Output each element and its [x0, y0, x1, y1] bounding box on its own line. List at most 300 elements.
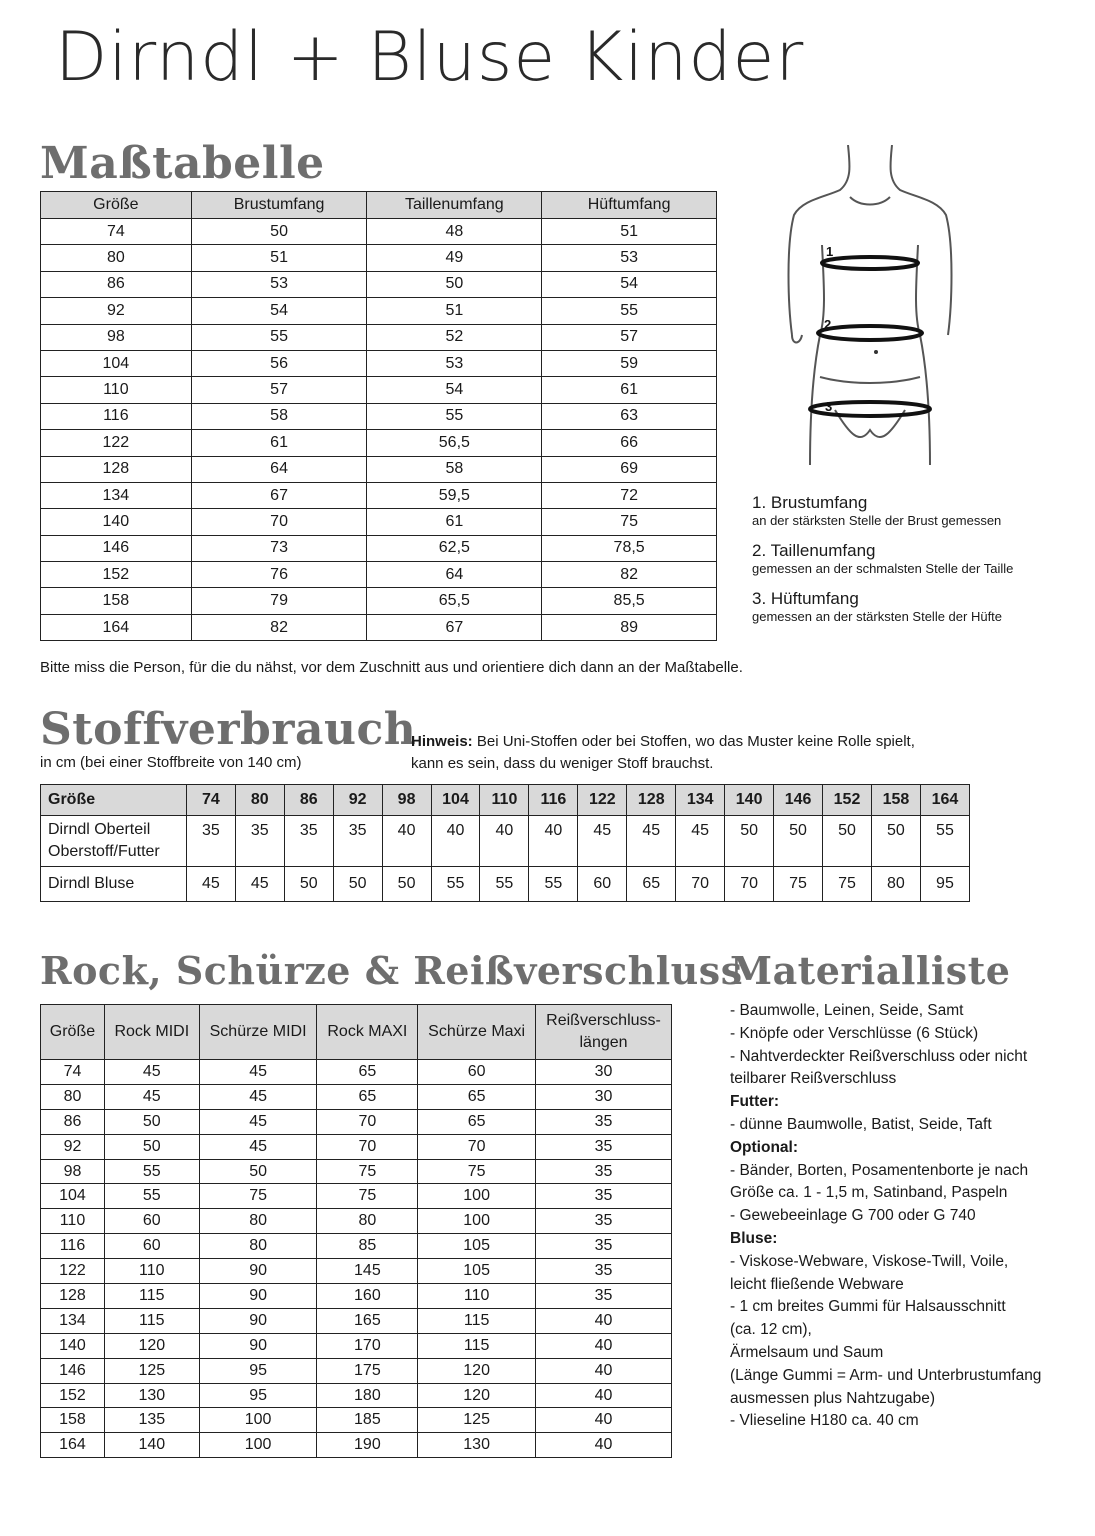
table-cell: 146: [41, 1358, 105, 1383]
table-row: [41, 562, 717, 588]
table-cell: 125: [104, 1358, 199, 1383]
table-cell: 55: [191, 324, 367, 350]
table-cell: 180: [317, 1383, 418, 1408]
table-cell: 60: [418, 1060, 536, 1085]
table-cell: 40: [536, 1408, 672, 1433]
table-cell: 75: [542, 509, 717, 535]
table-cell: 95: [199, 1358, 317, 1383]
table-cell: 110: [41, 377, 192, 403]
table-cell: 66: [542, 430, 717, 456]
table-cell: 53: [542, 245, 717, 271]
table-row: [41, 456, 717, 482]
table-cell: 80: [199, 1209, 317, 1234]
table-cell: 45: [104, 1060, 199, 1085]
column-header: 110: [480, 785, 529, 816]
column-header: 134: [676, 785, 725, 816]
table-row: [41, 1433, 672, 1458]
table-cell: 79: [191, 588, 367, 614]
table-cell: 134: [41, 1308, 105, 1333]
table-cell: 67: [191, 482, 367, 508]
material-item: - Baumwolle, Leinen, Seide, Samt: [730, 1002, 964, 1019]
table-cell: 116: [41, 403, 192, 429]
table-cell: 57: [191, 377, 367, 403]
table-cell: 35: [536, 1284, 672, 1309]
material-item: leicht fließende Webware: [730, 1275, 904, 1293]
table-header-row: [41, 785, 970, 816]
table-cell: 164: [41, 614, 192, 640]
table-cell: 170: [317, 1333, 418, 1358]
table-cell: 135: [104, 1408, 199, 1433]
table-row: [41, 1333, 672, 1358]
table-cell: 35: [536, 1159, 672, 1184]
table-cell: 55: [529, 867, 578, 902]
table-cell: 110: [418, 1284, 536, 1309]
table-row: [41, 509, 717, 535]
column-header: 116: [529, 785, 578, 816]
table-cell: 45: [676, 816, 725, 867]
row-label-line: Oberstoff/Futter: [48, 843, 160, 860]
stoffverbrauch-heading: Stoffverbrauch: [40, 704, 417, 755]
column-header: [536, 1005, 672, 1060]
table-cell: 54: [542, 271, 717, 297]
table-cell: 120: [418, 1358, 536, 1383]
table-row: [41, 1259, 672, 1284]
table-row: [41, 1060, 672, 1085]
table-cell: 85,5: [542, 588, 717, 614]
table-cell: 62,5: [367, 535, 542, 561]
table-cell: 73: [191, 535, 367, 561]
column-header: Rock MIDI: [104, 1005, 199, 1060]
table-cell: 74: [41, 1060, 105, 1085]
table-cell: 116: [41, 1234, 105, 1259]
table-cell: 158: [41, 588, 192, 614]
table-cell: 82: [542, 562, 717, 588]
legend-subtitle: gemessen an der stärksten Stelle der Hüfte: [752, 609, 1003, 624]
material-item: ausmessen plus Nahtzugabe): [730, 1389, 936, 1407]
table-row: [41, 1184, 672, 1209]
table-row: [41, 430, 717, 456]
table-cell: 35: [235, 816, 284, 867]
table-cell: 61: [191, 430, 367, 456]
column-header: 122: [578, 785, 627, 816]
rock-heading: Rock, Schürze & Reißverschluss: [40, 948, 743, 993]
table-cell: 86: [41, 1109, 105, 1134]
legend-subtitle: an der stärksten Stelle der Brust gemessen: [752, 513, 1002, 528]
table-cell: 40: [536, 1333, 672, 1358]
table-row: [41, 1159, 672, 1184]
table-row: [41, 377, 717, 403]
table-row: [41, 867, 970, 902]
table-cell: 65: [418, 1084, 536, 1109]
legend-item: [752, 493, 1013, 528]
column-header: 146: [774, 785, 823, 816]
page-title: Dirndl + Bluse Kinder: [55, 18, 805, 97]
material-section-label: Bluse:: [730, 1229, 778, 1247]
table-cell: 52: [367, 324, 542, 350]
table-cell: 72: [542, 482, 717, 508]
rock-table: [40, 1004, 672, 1458]
table-cell: 80: [41, 245, 192, 271]
table-cell: 65: [627, 867, 676, 902]
stoffverbrauch-table: [40, 784, 970, 902]
table-cell: 164: [41, 1433, 105, 1458]
table-cell: 120: [104, 1333, 199, 1358]
material-item: - Knöpfe oder Verschlüsse (6 Stück): [730, 1024, 979, 1042]
navel-mark: [874, 350, 878, 354]
table-cell: 40: [382, 816, 431, 867]
table-cell: 65: [317, 1060, 418, 1085]
legend-title: 1. Brustumfang: [752, 493, 868, 512]
table-cell: 30: [536, 1060, 672, 1085]
table-cell: 35: [186, 816, 235, 867]
table-cell: 64: [367, 562, 542, 588]
table-cell: 70: [418, 1134, 536, 1159]
material-item: - Viskose-Webware, Viskose-Twill, Voile,: [730, 1252, 1009, 1270]
table-cell: 45: [186, 867, 235, 902]
marker-2: 2: [824, 317, 832, 332]
material-item: - Nahtverdeckter Reißverschluss oder nicht: [730, 1047, 1028, 1065]
table-cell: 50: [725, 816, 774, 867]
table-row: [41, 403, 717, 429]
masstabelle-table: [40, 191, 717, 641]
table-cell: 65,5: [367, 588, 542, 614]
marker-1: 1: [826, 244, 834, 259]
marker-3: 3: [825, 399, 833, 414]
table-cell: 59,5: [367, 482, 542, 508]
table-row: [41, 271, 717, 297]
table-cell: 57: [542, 324, 717, 350]
table-cell: 45: [578, 816, 627, 867]
table-cell: 70: [191, 509, 367, 535]
table-cell: 75: [774, 867, 823, 902]
table-cell: 75: [199, 1184, 317, 1209]
table-cell: 64: [191, 456, 367, 482]
table-cell: 65: [317, 1084, 418, 1109]
table-cell: 40: [431, 816, 480, 867]
table-cell: 45: [199, 1134, 317, 1159]
table-cell: 130: [104, 1383, 199, 1408]
table-row: [41, 1383, 672, 1408]
material-item: (Länge Gummi = Arm- und Unterbrustumfang: [730, 1366, 1042, 1384]
table-cell: 80: [199, 1234, 317, 1259]
column-header-line: Reißverschluss-: [546, 1012, 661, 1029]
table-row: [41, 219, 717, 245]
table-cell: 70: [317, 1134, 418, 1159]
table-cell: 70: [725, 867, 774, 902]
table-cell: 50: [367, 271, 542, 297]
table-cell: 130: [418, 1433, 536, 1458]
table-cell: 128: [41, 1284, 105, 1309]
material-item: Größe ca. 1 - 1,5 m, Satinband, Paspeln: [730, 1184, 1008, 1202]
figure-legend: [752, 493, 1013, 624]
table-cell: 115: [418, 1308, 536, 1333]
table-cell: 140: [41, 1333, 105, 1358]
material-item: - 1 cm breites Gummi für Halsausschnitt: [730, 1298, 1006, 1316]
table-cell: 75: [317, 1184, 418, 1209]
table-cell: 175: [317, 1358, 418, 1383]
table-cell: 50: [823, 816, 872, 867]
table-cell: 110: [104, 1259, 199, 1284]
table-cell: 146: [41, 535, 192, 561]
table-cell: 120: [418, 1383, 536, 1408]
table-cell: 45: [199, 1060, 317, 1085]
table-cell: 40: [536, 1308, 672, 1333]
table-cell: 50: [104, 1109, 199, 1134]
column-header: Taillenumfang: [367, 192, 542, 219]
table-cell: 160: [317, 1284, 418, 1309]
row-label-line: Dirndl Bluse: [48, 875, 135, 892]
table-cell: 98: [41, 1159, 105, 1184]
table-cell: 95: [920, 867, 969, 902]
table-cell: 100: [418, 1209, 536, 1234]
table-row: [41, 1308, 672, 1333]
materialliste-heading: Materialliste: [730, 948, 1011, 993]
stoffverbrauch-subheading: in cm (bei einer Stoffbreite von 140 cm): [40, 754, 302, 771]
table-cell: 140: [41, 509, 192, 535]
table-cell: 92: [41, 1134, 105, 1159]
table-cell: 75: [317, 1159, 418, 1184]
table-cell: 49: [367, 245, 542, 271]
table-cell: 55: [104, 1184, 199, 1209]
table-cell: 30: [536, 1084, 672, 1109]
table-cell: 80: [41, 1084, 105, 1109]
table-cell: 58: [191, 403, 367, 429]
table-cell: 35: [536, 1259, 672, 1284]
material-item: - Bänder, Borten, Posamentenborte je nach: [730, 1161, 1029, 1179]
table-cell: 165: [317, 1308, 418, 1333]
hint-text: Bei Uni-Stoffen oder bei Stoffen, wo das Muster keine Rolle spielt, kann es sein, dass du weniger Stoff brauchst.: [411, 733, 915, 772]
column-header: 152: [823, 785, 872, 816]
table-row: [41, 1109, 672, 1134]
column-header: 104: [431, 785, 480, 816]
table-cell: 50: [199, 1159, 317, 1184]
table-cell: 74: [41, 219, 192, 245]
table-row: [41, 245, 717, 271]
table-cell: 48: [367, 219, 542, 245]
table-cell: 35: [284, 816, 333, 867]
table-cell: 58: [367, 456, 542, 482]
table-cell: 40: [480, 816, 529, 867]
column-header: Größe: [41, 785, 187, 816]
table-row: [41, 1234, 672, 1259]
column-header: Größe: [41, 1005, 105, 1060]
column-header: 140: [725, 785, 774, 816]
table-cell: 35: [536, 1184, 672, 1209]
legend-item: [752, 589, 1013, 624]
table-cell: 105: [418, 1259, 536, 1284]
table-row: [41, 588, 717, 614]
table-cell: 35: [536, 1209, 672, 1234]
material-item: teilbarer Reißverschluss: [730, 1070, 897, 1088]
column-header: Brustumfang: [191, 192, 367, 219]
material-item: - Vlieseline H180 ca. 40 cm: [730, 1412, 919, 1430]
row-label-line: Dirndl Oberteil: [48, 821, 151, 838]
table-cell: 65: [418, 1109, 536, 1134]
table-cell: 55: [367, 403, 542, 429]
table-cell: 40: [536, 1383, 672, 1408]
table-cell: 110: [41, 1209, 105, 1234]
material-item: Ärmelsaum und Saum: [730, 1343, 884, 1361]
table-cell: 80: [871, 867, 920, 902]
table-cell: 40: [536, 1358, 672, 1383]
row-label: [41, 816, 187, 867]
table-cell: 63: [542, 403, 717, 429]
table-cell: 45: [235, 867, 284, 902]
column-header: 92: [333, 785, 382, 816]
column-header: 158: [871, 785, 920, 816]
table-cell: 45: [627, 816, 676, 867]
table-cell: 122: [41, 1259, 105, 1284]
table-cell: 104: [41, 350, 192, 376]
table-row: [41, 1084, 672, 1109]
table-cell: 185: [317, 1408, 418, 1433]
table-cell: 50: [871, 816, 920, 867]
table-cell: 90: [199, 1259, 317, 1284]
table-row: [41, 350, 717, 376]
table-cell: 51: [367, 298, 542, 324]
table-cell: 82: [191, 614, 367, 640]
table-cell: 54: [191, 298, 367, 324]
legend-subtitle: gemessen an der schmalsten Stelle der Taille: [752, 561, 1014, 576]
column-header: Schürze MIDI: [199, 1005, 317, 1060]
material-item: - Gewebeeinlage G 700 oder G 740: [730, 1207, 976, 1225]
table-cell: 51: [542, 219, 717, 245]
table-cell: 53: [191, 271, 367, 297]
table-cell: 53: [367, 350, 542, 376]
table-row: [41, 1209, 672, 1234]
table-cell: 115: [418, 1333, 536, 1358]
materialliste-list: [730, 1000, 1090, 1433]
column-header: Größe: [41, 192, 192, 219]
row-label: [41, 867, 187, 902]
table-cell: 80: [317, 1209, 418, 1234]
table-cell: 40: [536, 1433, 672, 1458]
legend-title: 2. Taillenumfang: [752, 541, 876, 560]
material-section-label: Optional:: [730, 1138, 799, 1156]
table-cell: 115: [104, 1284, 199, 1309]
material-item: - dünne Baumwolle, Batist, Seide, Taft: [730, 1115, 992, 1133]
table-cell: 85: [317, 1234, 418, 1259]
hint-label: Hinweis:: [411, 733, 473, 750]
table-cell: 51: [191, 245, 367, 271]
table-cell: 105: [418, 1234, 536, 1259]
table-cell: 50: [284, 867, 333, 902]
table-cell: 50: [333, 867, 382, 902]
table-row: [41, 1408, 672, 1433]
table-cell: 70: [317, 1109, 418, 1134]
table-cell: 100: [199, 1408, 317, 1433]
table-cell: 152: [41, 1383, 105, 1408]
table-cell: 122: [41, 430, 192, 456]
table-cell: 76: [191, 562, 367, 588]
table-header-row: [41, 192, 717, 219]
table-cell: 89: [542, 614, 717, 640]
column-header: 98: [382, 785, 431, 816]
table-cell: 35: [536, 1109, 672, 1134]
table-cell: 45: [199, 1084, 317, 1109]
column-header-line: längen: [579, 1034, 628, 1051]
table-cell: 50: [382, 867, 431, 902]
table-cell: 40: [529, 816, 578, 867]
table-cell: 55: [542, 298, 717, 324]
column-header: 164: [920, 785, 969, 816]
table-cell: 75: [418, 1159, 536, 1184]
material-item: (ca. 12 cm),: [730, 1321, 812, 1339]
table-cell: 100: [418, 1184, 536, 1209]
table-cell: 100: [199, 1433, 317, 1458]
table-cell: 152: [41, 562, 192, 588]
table-row: [41, 816, 970, 867]
table-cell: 125: [418, 1408, 536, 1433]
table-cell: 67: [367, 614, 542, 640]
column-header: Schürze Maxi: [418, 1005, 536, 1060]
table-cell: 60: [104, 1234, 199, 1259]
column-header: 74: [186, 785, 235, 816]
table-cell: 190: [317, 1433, 418, 1458]
table-cell: 55: [920, 816, 969, 867]
table-header-row: [41, 1005, 672, 1060]
column-header: Rock MAXI: [317, 1005, 418, 1060]
table-cell: 50: [191, 219, 367, 245]
table-cell: 55: [480, 867, 529, 902]
column-header: 86: [284, 785, 333, 816]
table-cell: 61: [542, 377, 717, 403]
table-cell: 95: [199, 1383, 317, 1408]
table-cell: 55: [104, 1159, 199, 1184]
table-cell: 90: [199, 1333, 317, 1358]
table-row: [41, 1284, 672, 1309]
table-cell: 90: [199, 1308, 317, 1333]
table-cell: 56: [191, 350, 367, 376]
table-cell: 90: [199, 1284, 317, 1309]
table-row: [41, 324, 717, 350]
column-header: 128: [627, 785, 676, 816]
table-cell: 158: [41, 1408, 105, 1433]
legend-item: [752, 541, 1013, 576]
table-row: [41, 614, 717, 640]
column-header: 80: [235, 785, 284, 816]
table-row: [41, 535, 717, 561]
table-cell: 69: [542, 456, 717, 482]
material-section-label: Futter:: [730, 1093, 780, 1111]
table-cell: 115: [104, 1308, 199, 1333]
table-cell: 75: [823, 867, 872, 902]
table-cell: 45: [199, 1109, 317, 1134]
column-header: Hüftumfang: [542, 192, 717, 219]
table-cell: 35: [333, 816, 382, 867]
table-row: [41, 1358, 672, 1383]
table-cell: 61: [367, 509, 542, 535]
table-cell: 54: [367, 377, 542, 403]
table-cell: 98: [41, 324, 192, 350]
table-cell: 56,5: [367, 430, 542, 456]
table-cell: 92: [41, 298, 192, 324]
table-cell: 60: [104, 1209, 199, 1234]
table-cell: 128: [41, 456, 192, 482]
masstabelle-heading: Maßtabelle: [40, 138, 325, 189]
table-cell: 140: [104, 1433, 199, 1458]
table-cell: 59: [542, 350, 717, 376]
stoffverbrauch-hint: [411, 731, 951, 775]
table-cell: 145: [317, 1259, 418, 1284]
table-cell: 45: [104, 1084, 199, 1109]
table-cell: 70: [676, 867, 725, 902]
table-cell: 35: [536, 1134, 672, 1159]
table-cell: 60: [578, 867, 627, 902]
table-cell: 134: [41, 482, 192, 508]
table-cell: 55: [431, 867, 480, 902]
body-measurement-figure: [780, 145, 960, 475]
